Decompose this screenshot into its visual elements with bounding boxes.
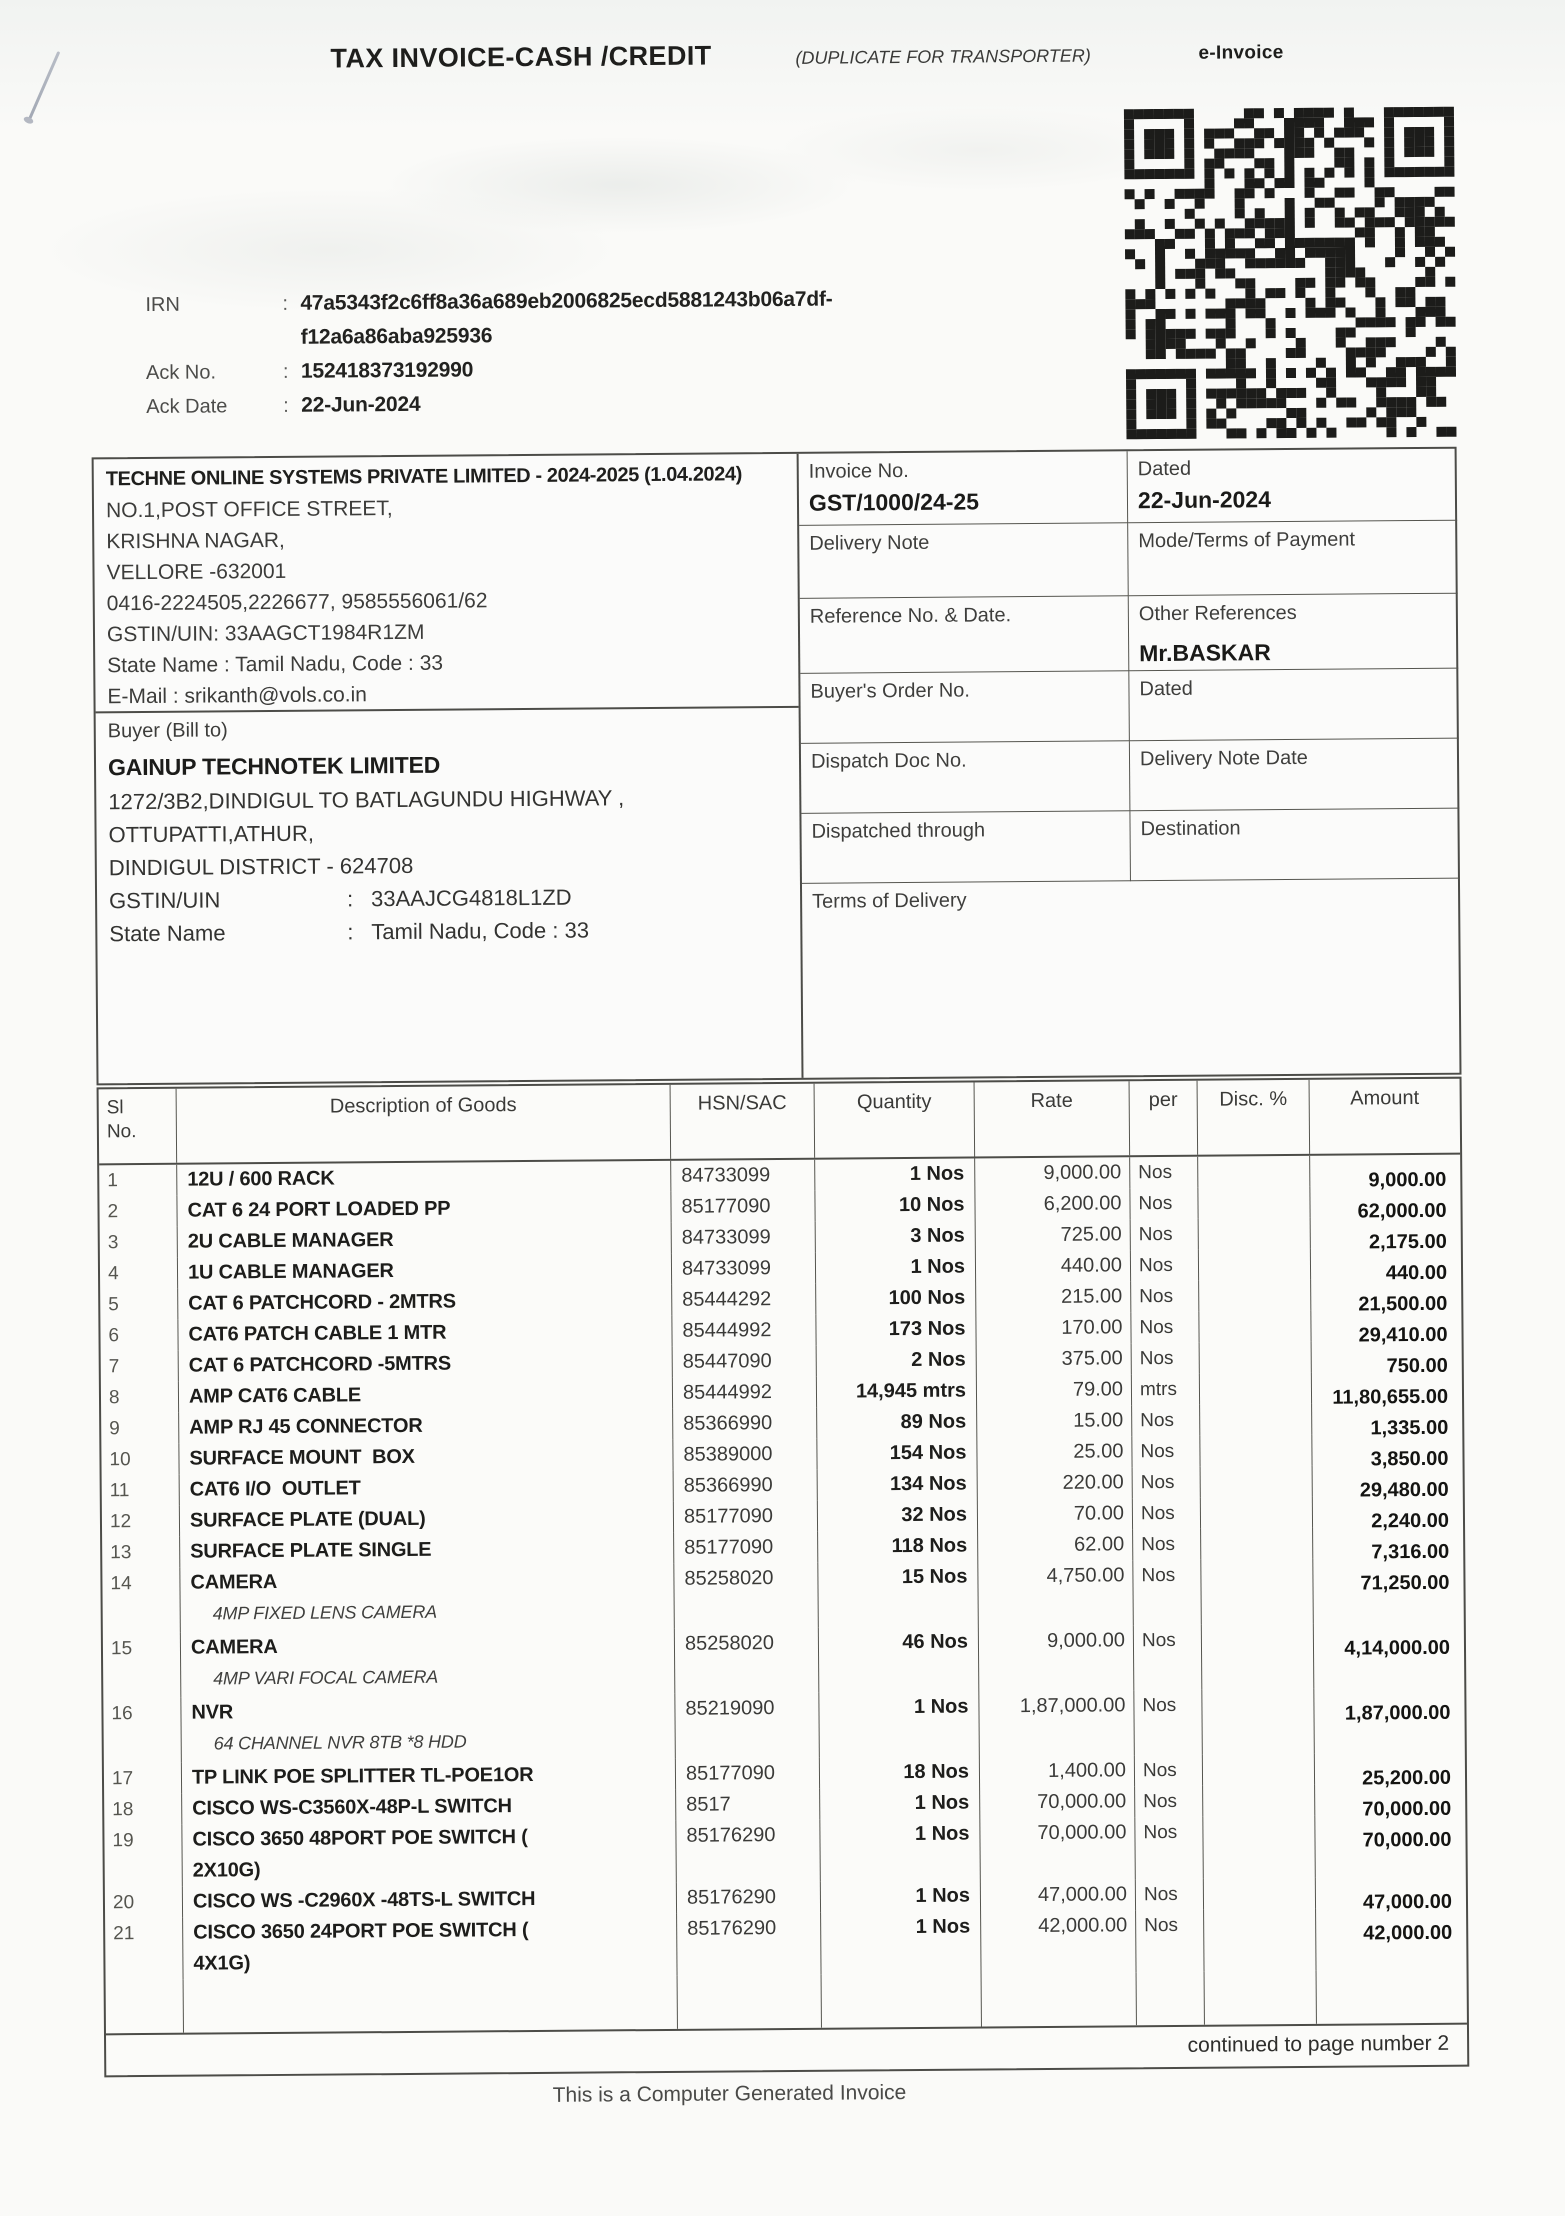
item-rate: 170.00 [976, 1312, 1131, 1344]
item-sl-no: 16 [103, 1698, 182, 1764]
meta-cell-other-references [1129, 594, 1459, 672]
items-table [97, 1077, 1470, 2078]
buyer-name: GAINUP TECHNOTEK LIMITED [107, 751, 441, 781]
item-row [105, 1908, 1466, 1981]
item-amount-value: 42,000.00 [1363, 1921, 1453, 1945]
seller-address-line: VELLORE -632001 [106, 559, 287, 585]
item-discount [1200, 1435, 1312, 1467]
buyer-gstin-value: 33AAJCG4818L1ZD [370, 884, 572, 912]
item-per: Nos [1133, 1560, 1202, 1626]
meta-label: Dispatched through [811, 819, 986, 843]
item-description: SURFACE MOUNT BOX [179, 1440, 673, 1475]
computer-generated-note: This is a Computer Generated Invoice [552, 2081, 907, 2107]
item-amount-value: 1,335.00 [1370, 1416, 1449, 1440]
item-sl-no: 2 [99, 1196, 177, 1228]
meta-value [810, 631, 1118, 633]
item-per: Nos [1134, 1690, 1203, 1756]
item-amount-value: 25,200.00 [1361, 1766, 1452, 1790]
item-quantity: 1 Nos [815, 1158, 975, 1190]
item-per: Nos [1131, 1312, 1199, 1344]
item-discount [1200, 1342, 1312, 1374]
item-quantity: 100 Nos [816, 1282, 976, 1314]
item-quantity: 3 Nos [816, 1220, 976, 1252]
item-sl-no: 7 [101, 1351, 179, 1383]
item-sl-no: 14 [102, 1568, 181, 1634]
meta-label: Delivery Note Date [1139, 746, 1308, 771]
items-table-body [99, 1155, 1467, 2034]
irn-colon: : [282, 292, 289, 315]
item-discount [1202, 1689, 1315, 1755]
item-row [103, 1623, 1464, 1699]
item-sl-no: 11 [102, 1475, 180, 1507]
meta-label: Invoice No. [808, 459, 909, 483]
item-per: Nos [1130, 1188, 1198, 1220]
einvoice-label: e-Invoice [1198, 42, 1284, 64]
meta-value [1138, 556, 1447, 558]
invoice-meta-grid [797, 449, 1462, 1078]
item-rate: 440.00 [976, 1250, 1131, 1282]
item-rate: 15.00 [977, 1405, 1132, 1437]
meta-cell-destination [1130, 809, 1460, 882]
items-empty-cell [1205, 1971, 1317, 2025]
item-per: Nos [1131, 1281, 1199, 1313]
irn-row [145, 282, 926, 356]
items-empty-cell [678, 1975, 822, 2029]
buyer-address-line: 1272/3B2,DINDIGUL TO BATLAGUNDU HIGHWAY , [108, 785, 625, 815]
ack-date-colon: : [283, 394, 289, 417]
buyer-state-label: State Name [109, 920, 226, 947]
seller-state-line: State Name : Tamil Nadu, Code : 33 [107, 651, 444, 678]
item-amount-value: 2,240.00 [1371, 1509, 1450, 1533]
meta-cell-payment-terms [1128, 521, 1458, 597]
meta-value [1140, 704, 1449, 706]
meta-value [811, 706, 1119, 708]
item-sl-no: 3 [100, 1227, 178, 1259]
item-rate: 42,000.00 [981, 1910, 1136, 1973]
item-description: 1U CABLE MANAGER [178, 1254, 672, 1289]
buyer-gstin-label: GSTIN/UIN [108, 887, 221, 914]
item-discount [1198, 1156, 1310, 1188]
item-amount-value: 9,000.00 [1368, 1168, 1447, 1192]
item-description: SURFACE PLATE (DUAL) [180, 1502, 674, 1537]
item-description: 2U CABLE MANAGER [178, 1223, 672, 1258]
item-sl-no: 18 [104, 1794, 182, 1826]
buyer-address-line: DINDIGUL DISTRICT - 624708 [108, 852, 414, 881]
item-per: Nos [1136, 1879, 1204, 1911]
item-rate: 4,750.00 [978, 1560, 1134, 1626]
item-discount [1200, 1404, 1312, 1436]
item-hsn: 85258020 [675, 1628, 820, 1694]
item-description: CISCO 3650 24PORT POE SWITCH ( 4X1G) [183, 1914, 677, 1980]
item-amount-value: 11,80,655.00 [1332, 1385, 1449, 1409]
item-per: Nos [1135, 1755, 1203, 1787]
item-quantity: 154 Nos [817, 1437, 977, 1469]
col-header-sl-no: Sl No. [99, 1089, 178, 1164]
item-hsn: 85389000 [673, 1439, 817, 1471]
item-description: TP LINK POE SPLITTER TL-POE1OR [182, 1759, 676, 1794]
ack-no-colon: : [282, 360, 289, 383]
item-quantity: 1 Nos [816, 1251, 976, 1283]
item-hsn: 85447090 [673, 1346, 817, 1378]
meta-cell-delivery-note-date [1130, 739, 1460, 812]
ack-date-label: Ack Date [146, 395, 228, 418]
meta-label: Dispatch Doc No. [810, 749, 967, 773]
item-rate: 220.00 [978, 1467, 1133, 1499]
item-quantity: 14,945 mtrs [817, 1375, 977, 1407]
item-per: Nos [1133, 1498, 1201, 1530]
item-discount [1199, 1218, 1311, 1250]
irn-label: IRN [145, 293, 180, 316]
buyer-state-row [109, 912, 788, 950]
item-description: AMP RJ 45 CONNECTOR [179, 1409, 673, 1444]
item-rate: 70,000.00 [980, 1817, 1135, 1880]
item-amount [1314, 1623, 1465, 1689]
buyer-gstin-colon: : [346, 886, 354, 912]
item-description: NVR 64 CHANNEL NVR 8TB *8 HDD [181, 1694, 675, 1763]
item-discount [1201, 1466, 1313, 1498]
seller-email-line: E-Mail : srikanth@vols.co.in [107, 683, 367, 709]
item-quantity: 134 Nos [818, 1468, 978, 1500]
meta-value [809, 558, 1117, 560]
meta-cell-dispatched-through [801, 811, 1131, 884]
item-quantity: 10 Nos [815, 1189, 975, 1221]
item-per: Nos [1135, 1817, 1203, 1880]
meta-label: Mode/Terms of Payment [1138, 528, 1356, 553]
ack-no-value: 152418373192990 [300, 358, 474, 383]
seller-name: TECHNE ONLINE SYSTEMS PRIVATE LIMITED - 2024-2025 (1.04.2024) [105, 463, 743, 491]
meta-value [811, 776, 1119, 778]
item-amount-value: 21,500.00 [1358, 1292, 1448, 1316]
items-empty-cell [982, 1972, 1137, 2026]
item-hsn: 85366990 [674, 1470, 818, 1502]
seller-address-line: KRISHNA NAGAR, [106, 528, 285, 554]
item-rate: 9,000.00 [975, 1157, 1130, 1189]
document-title: TAX INVOICE-CASH /CREDIT [330, 40, 712, 74]
item-sl-no: 19 [104, 1825, 182, 1888]
item-quantity: 1 Nos [821, 1911, 981, 1974]
item-quantity: 46 Nos [819, 1626, 980, 1692]
seller-phone-line: 0416-2224505,2226677, 9585556061/62 [106, 589, 488, 616]
item-rate: 70,000.00 [980, 1786, 1135, 1818]
item-amount-value: 62,000.00 [1357, 1199, 1447, 1223]
item-amount [1315, 1815, 1465, 1878]
item-hsn: 84733099 [672, 1253, 816, 1285]
item-amount-value: 29,480.00 [1359, 1478, 1449, 1502]
item-row [102, 1558, 1463, 1634]
item-amount [1316, 1908, 1466, 1971]
col-header-hsn: HSN/SAC [671, 1084, 816, 1159]
item-rate: 1,400.00 [980, 1755, 1135, 1787]
item-amount-value: 71,250.00 [1360, 1571, 1450, 1595]
meta-label: Other References [1138, 601, 1297, 626]
item-hsn: 85219090 [675, 1693, 820, 1759]
item-description: 12U / 600 RACK [177, 1161, 671, 1196]
item-amount-value: 7,316.00 [1371, 1540, 1450, 1564]
item-quantity: 1 Nos [820, 1818, 980, 1881]
item-description: CAT 6 PATCHCORD -5MTRS [179, 1347, 673, 1382]
item-discount [1200, 1373, 1312, 1405]
item-amount [1314, 1688, 1465, 1754]
buyer-section-label: Buyer (Bill to) [107, 719, 228, 743]
seller-address-line: NO.1,POST OFFICE STREET, [105, 497, 393, 523]
item-amount-value: 70,000.00 [1362, 1797, 1452, 1821]
item-amount-value: 3,850.00 [1370, 1447, 1449, 1471]
item-hsn: 85177090 [671, 1191, 815, 1223]
meta-label: Reference No. & Date. [809, 604, 1012, 628]
meta-cell-order-dated [1129, 669, 1459, 742]
col-header-quantity: Quantity [815, 1082, 976, 1157]
item-rate: 47,000.00 [981, 1879, 1136, 1911]
ack-no-label: Ack No. [145, 361, 217, 384]
col-header-rate: Rate [975, 1081, 1131, 1156]
item-hsn: 85366990 [673, 1408, 817, 1440]
irn-value-line2: f12a6a86aba925936 [300, 324, 493, 349]
item-quantity: 18 Nos [820, 1756, 980, 1788]
item-per: Nos [1132, 1405, 1200, 1437]
item-rate: 1,87,000.00 [979, 1690, 1135, 1756]
buyer-gstin-row [109, 879, 788, 917]
item-amount-value: 47,000.00 [1362, 1890, 1453, 1914]
item-description: AMP CAT6 CABLE [179, 1378, 673, 1413]
item-per: Nos [1133, 1467, 1201, 1499]
pen-mark [28, 51, 60, 120]
item-discount [1202, 1624, 1315, 1690]
item-hsn: 85176290 [676, 1820, 820, 1883]
item-discount [1198, 1187, 1310, 1219]
item-description: CISCO WS -C2960X -48TS-L SWITCH [183, 1883, 677, 1918]
item-discount [1201, 1559, 1314, 1625]
ack-date-row [146, 384, 926, 424]
parties-and-meta-grid [92, 447, 1462, 1086]
item-sl-no: 6 [100, 1320, 178, 1352]
items-empty-cell [1317, 1970, 1467, 2024]
item-quantity: 89 Nos [817, 1406, 977, 1438]
item-hsn: 85258020 [674, 1563, 819, 1629]
item-per: Nos [1136, 1910, 1204, 1973]
document-subtitle: (DUPLICATE FOR TRANSPORTER) [795, 45, 1091, 68]
item-amount [1315, 1753, 1465, 1790]
meta-cell-dispatch-doc [801, 741, 1131, 814]
item-quantity: 15 Nos [818, 1561, 979, 1627]
item-quantity: 1 Nos [821, 1880, 981, 1912]
item-rate: 215.00 [976, 1281, 1131, 1313]
continued-note: continued to page number 2 [106, 2023, 1467, 2076]
seller-block [94, 454, 799, 714]
col-header-disc: Disc. % [1198, 1080, 1311, 1155]
item-quantity: 32 Nos [818, 1499, 978, 1531]
item-hsn: 85177090 [674, 1501, 818, 1533]
irn-value [300, 283, 833, 355]
item-rate: 725.00 [976, 1219, 1131, 1251]
items-empty-cell [184, 1976, 678, 2033]
item-sl-no: 13 [102, 1537, 180, 1569]
item-hsn: 85444292 [672, 1284, 816, 1316]
item-description: CAT 6 24 PORT LOADED PP [177, 1192, 671, 1227]
item-per: Nos [1132, 1343, 1200, 1375]
item-description: CAMERA 4MP FIXED LENS CAMERA [180, 1564, 674, 1633]
item-description: CAMERA 4MP VARI FOCAL CAMERA [181, 1629, 675, 1698]
item-discount [1199, 1311, 1311, 1343]
item-discount [1204, 1878, 1316, 1910]
item-hsn: 84733099 [672, 1222, 816, 1254]
item-rate: 9,000.00 [979, 1625, 1135, 1691]
parties-column [94, 454, 802, 1084]
item-hsn: 85176290 [677, 1913, 821, 1976]
meta-value [812, 914, 1450, 919]
other-references-value: Mr.BASKAR [1139, 639, 1271, 667]
meta-cell-terms-of-delivery [802, 879, 1462, 1078]
item-sl-no: 20 [105, 1887, 183, 1919]
item-rate: 375.00 [977, 1343, 1132, 1375]
item-per: Nos [1130, 1157, 1198, 1189]
item-amount-value: 29,410.00 [1358, 1323, 1448, 1347]
item-amount-value: 440.00 [1385, 1261, 1448, 1285]
item-description-detail: 64 CHANNEL NVR 8TB *8 HDD [213, 1731, 467, 1754]
item-description: CAT6 I/O OUTLET [180, 1471, 674, 1506]
item-quantity: 1 Nos [819, 1691, 980, 1757]
item-per: Nos [1132, 1436, 1200, 1468]
item-description: CAT6 PATCH CABLE 1 MTR [178, 1316, 672, 1351]
item-quantity: 118 Nos [818, 1530, 978, 1562]
item-sl-no: 9 [101, 1413, 179, 1445]
item-sl-no: 5 [100, 1289, 178, 1321]
item-per: Nos [1133, 1529, 1201, 1561]
invoice-date: 22-Jun-2024 [1137, 486, 1272, 514]
item-discount [1199, 1249, 1311, 1281]
item-description: CAT 6 PATCHCORD - 2MTRS [178, 1285, 672, 1320]
items-empty-cell [106, 1980, 184, 2034]
item-description: SURFACE PLATE SINGLE [180, 1533, 674, 1568]
item-rate: 25.00 [977, 1436, 1132, 1468]
col-header-description: Description of Goods [177, 1085, 672, 1163]
meta-value [1140, 774, 1449, 776]
buyer-address-line: OTTUPATTI,ATHUR, [108, 820, 314, 848]
irn-value-line1: 47a5343f2c6ff8a36a689eb2006825ecd5881243b06a7df- [300, 287, 833, 315]
item-quantity: 2 Nos [817, 1344, 977, 1376]
item-sl-no: 4 [100, 1258, 178, 1290]
item-amount-value: 70,000.00 [1362, 1828, 1452, 1852]
item-amount-value: 4,14,000.00 [1344, 1636, 1451, 1660]
item-discount [1203, 1785, 1315, 1817]
item-discount [1203, 1816, 1315, 1879]
col-header-per: per [1130, 1081, 1199, 1156]
items-empty-cell [822, 1973, 982, 2027]
item-amount [1313, 1558, 1464, 1624]
buyer-block [96, 741, 801, 951]
meta-cell-buyers-order [800, 671, 1130, 744]
item-amount [1310, 1155, 1460, 1192]
item-rate: 62.00 [978, 1529, 1133, 1561]
item-hsn: 85176290 [677, 1882, 821, 1914]
item-hsn: 85177090 [674, 1532, 818, 1564]
item-sl-no: 17 [104, 1763, 182, 1795]
item-quantity: 1 Nos [820, 1787, 980, 1819]
item-per: Nos [1134, 1625, 1203, 1691]
item-amount-value: 1,87,000.00 [1344, 1701, 1451, 1725]
item-description: CISCO WS-C3560X-48P-L SWITCH [182, 1790, 676, 1825]
meta-label: Buyer's Order No. [810, 679, 970, 703]
item-per: Nos [1131, 1250, 1199, 1282]
item-amount [1316, 1877, 1466, 1914]
items-table-header [99, 1079, 1461, 1166]
col-header-amount: Amount [1350, 1087, 1420, 1110]
meta-cell-invoice-no [799, 451, 1129, 526]
irn-block [145, 282, 926, 424]
meta-label: Terms of Delivery [812, 889, 967, 913]
item-discount [1201, 1528, 1313, 1560]
item-rate: 6,200.00 [975, 1188, 1130, 1220]
item-sl-no: 1 [99, 1165, 177, 1197]
item-hsn: 84733099 [671, 1160, 815, 1192]
item-row [103, 1688, 1464, 1764]
item-amount-value: 2,175.00 [1368, 1230, 1447, 1254]
meta-value [1141, 844, 1450, 846]
item-row [104, 1815, 1465, 1888]
meta-cell-delivery-note [799, 523, 1129, 599]
item-description-detail: 4MP VARI FOCAL CAMERA [213, 1666, 439, 1689]
item-discount [1204, 1909, 1316, 1972]
item-amount-value: 750.00 [1386, 1354, 1448, 1378]
item-rate: 79.00 [977, 1374, 1132, 1406]
item-hsn: 85177090 [676, 1758, 820, 1790]
item-per: mtrs [1132, 1374, 1200, 1406]
item-quantity: 173 Nos [816, 1313, 976, 1345]
invoice-number: GST/1000/24-25 [808, 488, 980, 516]
einvoice-qr-code [1124, 107, 1457, 440]
item-description-detail: 4MP FIXED LENS CAMERA [212, 1601, 437, 1624]
item-hsn: 85444992 [673, 1377, 817, 1409]
item-discount [1201, 1497, 1313, 1529]
item-discount [1203, 1754, 1315, 1786]
meta-cell-dated [1128, 449, 1458, 524]
seller-gstin-line: GSTIN/UIN: 33AAGCT1984R1ZM [106, 620, 425, 647]
meta-label: Dated [1137, 457, 1192, 481]
buyer-state-value: Tamil Nadu, Code : 33 [371, 917, 590, 945]
buyer-state-colon: : [347, 919, 354, 945]
meta-value [812, 846, 1120, 848]
item-description: CISCO 3650 48PORT POE SWITCH ( 2X10G) [182, 1821, 676, 1887]
ack-date-value: 22-Jun-2024 [301, 392, 421, 417]
item-sl-no: 10 [101, 1444, 179, 1476]
item-per: Nos [1131, 1219, 1199, 1251]
item-hsn: 85444992 [672, 1315, 816, 1347]
meta-label: Dated [1139, 677, 1193, 701]
item-sl-no: 12 [102, 1506, 180, 1538]
item-hsn: 8517 [676, 1789, 820, 1821]
item-sl-no: 21 [105, 1918, 183, 1981]
meta-label: Destination [1140, 817, 1241, 841]
meta-cell-reference [800, 596, 1130, 674]
meta-label: Delivery Note [809, 531, 930, 555]
item-per: Nos [1135, 1786, 1203, 1818]
items-empty-cell [1137, 1972, 1205, 2026]
item-rate: 70.00 [978, 1498, 1133, 1530]
item-discount [1199, 1280, 1311, 1312]
item-sl-no: 8 [101, 1382, 179, 1414]
item-sl-no: 15 [103, 1633, 182, 1699]
